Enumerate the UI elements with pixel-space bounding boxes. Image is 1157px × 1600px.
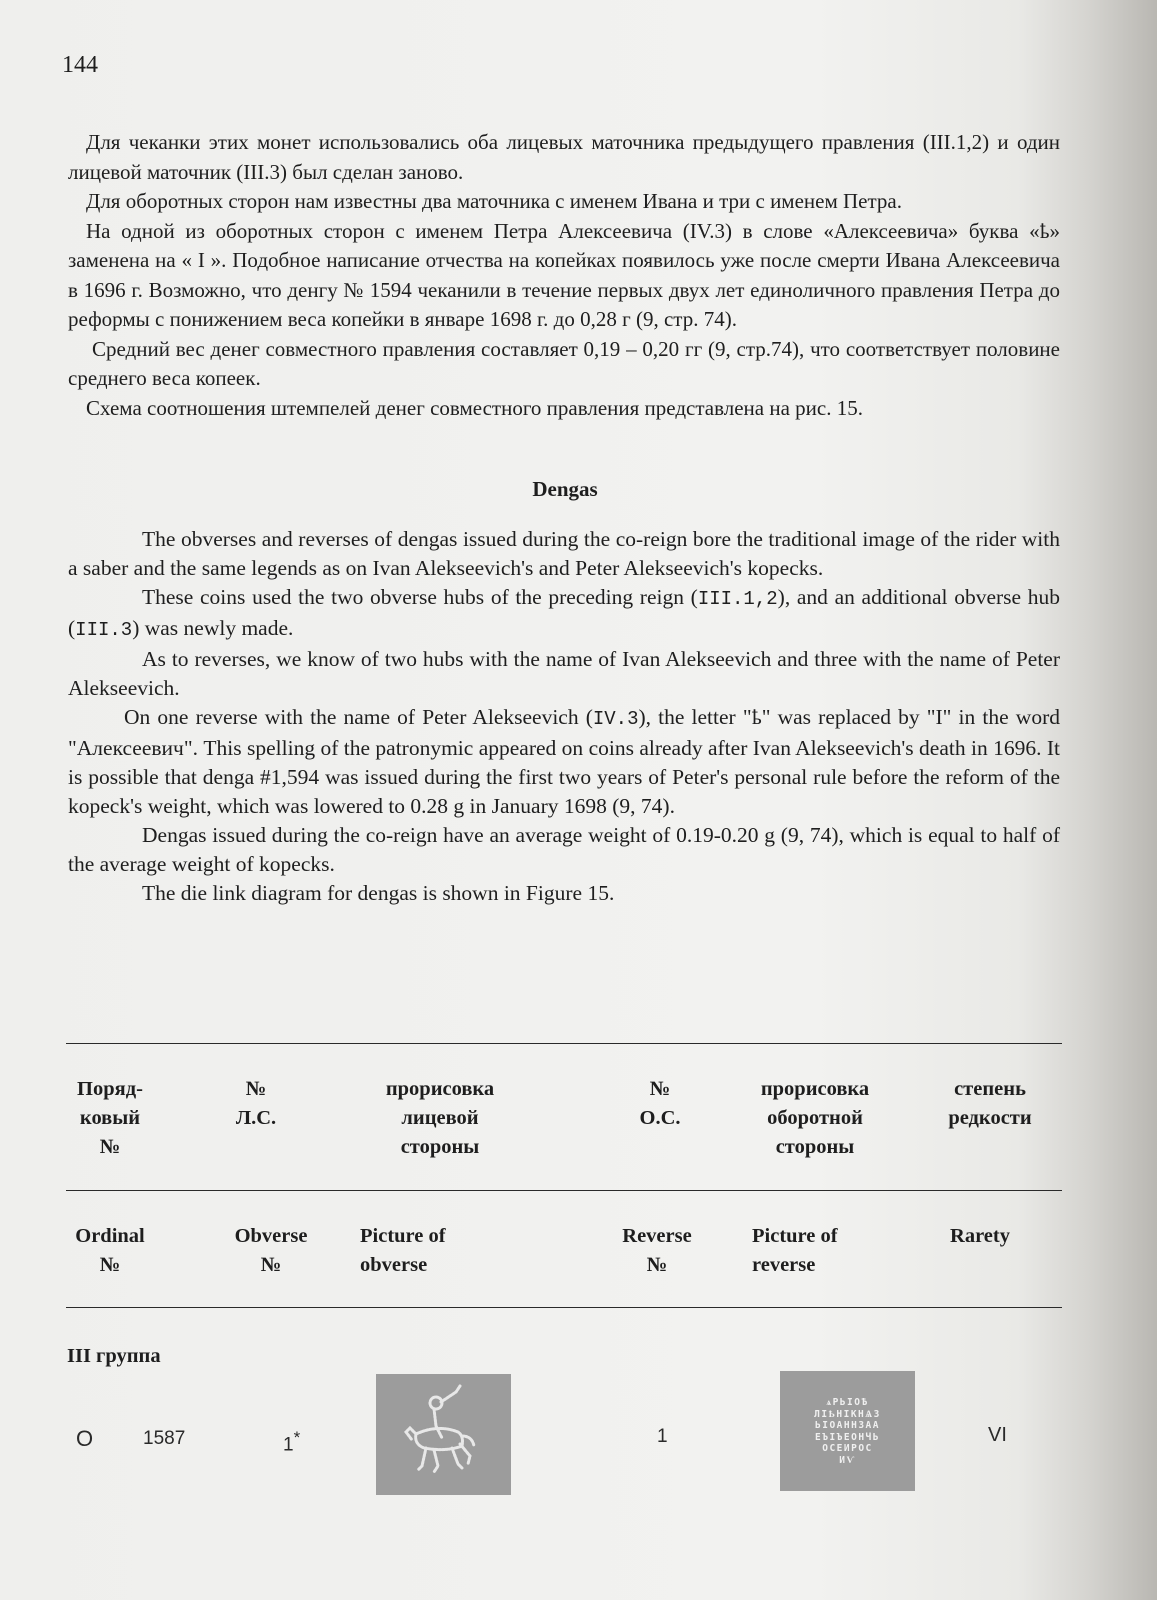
russian-paragraph-3: На одной из оборотных сторон с именем Петра Алексеевича (IV.3) в слове «Алексеевича» буква «ҍ» заменена на « I ». Подобное написание отчества на копейках появилось уже после смерти Ивана Алексеевича в 1696 г. Возможно, что денгу № 1594 чеканили в течение первых двух лет единоличного правления Петра до реформы с понижением веса копейки в январе 1698 г. до 0,28 г (9, стр. 74).: [68, 218, 1060, 331]
reverse-legend-line: ОСЕИРОС: [822, 1443, 873, 1454]
english-paragraph-1: The obverses and reverses of dengas issued during the co-reign bore the traditional image of the rider with a saber and the same legends as on Ivan Alekseevich's and Peter Alekseevich's kopecks.: [68, 527, 1060, 580]
header-reverse-picture-en: Picture of reverse: [752, 1225, 838, 1276]
reverse-legend-line: ѧРЬІОѢ: [826, 1397, 869, 1408]
english-paragraph-3: As to reverses, we know of two hubs with the name of Ivan Alekseevich and three with the name of Peter Alekseevich.: [68, 647, 1060, 700]
english-paragraph-4: [68, 703, 1060, 821]
header-obverse-no-ru: № Л.С.: [235, 1078, 277, 1129]
header-reverse-no-en: Reverse №: [622, 1225, 692, 1276]
group-label: III группа: [67, 1345, 161, 1367]
header-obverse-no-en: Obverse №: [234, 1225, 308, 1276]
english-paragraph-6: The die link diagram for dengas is shown in Figure 15.: [142, 881, 615, 905]
section-heading: Dengas: [532, 477, 598, 501]
russian-paragraph-5: Схема соотношения штемпелей денег совместного правления представлена на рис. 15.: [86, 395, 863, 420]
hub-code: III.3: [75, 619, 133, 641]
header-ordinal-en: Ordinal №: [75, 1225, 145, 1276]
header-reverse-picture-ru: прорисовка оборотной стороны: [760, 1078, 870, 1158]
hub-code: III.1,2: [697, 588, 778, 610]
header-ordinal-ru: Поряд- ковый №: [77, 1078, 143, 1158]
reverse-legend-line: ЛІҌНІКНѦЗ: [814, 1408, 881, 1420]
row-ordinal: 1587: [143, 1428, 186, 1449]
hub-code: IV.3: [592, 708, 639, 730]
english-text: [68, 525, 1060, 908]
page-number: 144: [62, 52, 98, 78]
header-obverse-picture-en: Picture of obverse: [360, 1225, 446, 1276]
table-bottom-rule: [66, 1307, 1062, 1308]
russian-paragraph-4: Средний вес денег совместного правления составляет 0,19 – 0,20 гг (9, стр.74), что соответствует половине среднего веса копеек.: [68, 336, 1060, 390]
row-rarity: VI: [988, 1424, 1007, 1446]
obverse-drawing: [376, 1374, 511, 1495]
header-reverse-no-ru: № О.С.: [639, 1078, 681, 1129]
english-paragraph-2-text-a: These coins used the two obverse hubs of the preceding reign (: [142, 585, 698, 609]
russian-paragraph-2: Для оборотных сторон нам известны два маточника с именем Ивана и три с именем Петра.: [86, 189, 903, 213]
russian-text: [68, 128, 1060, 423]
reverse-legend-line: ИѴ: [839, 1454, 856, 1466]
row-obverse-number: [283, 1428, 300, 1456]
table-top-rule: [66, 1043, 1062, 1044]
english-paragraph-5: Dengas issued during the co-reign have an average weight of 0.19-0.20 g (9, 74), which is equal to half of the average weight of kopecks.: [68, 823, 1060, 876]
russian-paragraph-1: Для чеканки этих монет использовались оба лицевых маточника предыдущего правления (III.1,2) и один лицевой маточник (III.3) был сделан заново.: [68, 130, 1060, 184]
reverse-legend: [780, 1397, 915, 1466]
header-obverse-picture-ru: прорисовка лицевой стороны: [385, 1078, 495, 1158]
rider-with-saber-image: [376, 1374, 511, 1495]
obverse-number-value: 1: [283, 1434, 294, 1456]
english-paragraph-4-text-b: ), the letter "ҍ" was replaced by "I" in the word "Алексеевич". This spelling of the patronymic appeared on coins already after Ivan Alekseevich's death in 1696. It is possible that denga #1,594 was issued during the first two years of Peter's personal rule before the reform of the kopeck's weight, which was lowered to 0.28 g in January 1698 (9, 74).: [68, 705, 1060, 818]
row-marker: O: [76, 1426, 94, 1451]
english-paragraph-2: [68, 583, 1060, 645]
row-reverse-number: 1: [657, 1426, 668, 1447]
english-paragraph-4-text-a: On one reverse with the name of Peter Alekseevich (: [124, 705, 593, 729]
obverse-asterisk: *: [293, 1428, 301, 1447]
reverse-drawing: [780, 1371, 915, 1491]
english-paragraph-2-text-b: ), and an additional obverse hub (: [68, 585, 1060, 640]
table-middle-rule: [66, 1190, 1062, 1191]
reverse-legend-line: ЕЪІЪЕОНЧЬ: [815, 1431, 880, 1443]
english-paragraph-2-text-c: ) was newly made.: [132, 616, 294, 640]
header-rarity-en: Rarety: [950, 1225, 1010, 1247]
header-rarity-ru: степень редкости: [948, 1078, 1032, 1129]
reverse-legend-line: ЬІОАННЗАА: [815, 1420, 880, 1431]
